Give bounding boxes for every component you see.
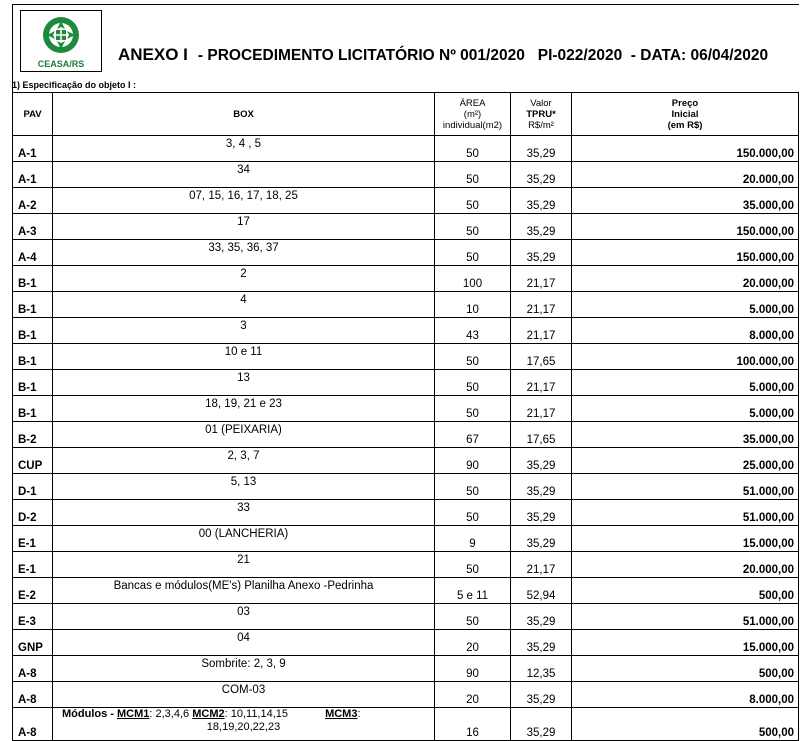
cell-preco: 35.000,00 — [572, 422, 799, 448]
cell-valor: 35,29 — [511, 240, 572, 266]
cell-preco: 51.000,00 — [572, 474, 799, 500]
col-preco-line3: (em R$) — [667, 119, 703, 131]
modulos-line1 — [56, 708, 431, 721]
cell-valor: 21,17 — [511, 396, 572, 422]
cell-valor: 17,65 — [511, 422, 572, 448]
cell-valor: 35,29 — [511, 630, 572, 656]
table-row — [13, 656, 799, 682]
table-row — [13, 604, 799, 630]
cell-preco: 8.000,00 — [572, 318, 799, 344]
cell-box: 07, 15, 16, 17, 18, 25 — [53, 188, 435, 214]
cell-preco: 150.000,00 — [572, 214, 799, 240]
cell-valor: 35,29 — [511, 136, 572, 162]
cell-pav: B-1 — [13, 344, 53, 370]
spec-label: 1) Especificação do objeto I : — [12, 80, 137, 90]
table-row — [13, 344, 799, 370]
cell-area: 50 — [435, 136, 511, 162]
cell-pav: D-1 — [13, 474, 53, 500]
cell-pav: B-1 — [13, 292, 53, 318]
cell-preco: 51.000,00 — [572, 604, 799, 630]
table-row-modulos — [13, 708, 799, 741]
cell-valor: 21,17 — [511, 318, 572, 344]
cell-box: 2 — [53, 266, 435, 292]
cell-pav: GNP — [13, 630, 53, 656]
cell-valor: 17,65 — [511, 344, 572, 370]
cell-area: 100 — [435, 266, 511, 292]
cell-valor: 35,29 — [511, 474, 572, 500]
col-valor — [511, 93, 572, 136]
cell-preco: 5.000,00 — [572, 292, 799, 318]
cell-box: 10 e 11 — [53, 344, 435, 370]
table-row — [13, 136, 799, 162]
cell-preco: 500,00 — [572, 578, 799, 604]
cell-valor: 35,29 — [511, 500, 572, 526]
cell-valor: 21,17 — [511, 266, 572, 292]
cell-preco: 20.000,00 — [572, 552, 799, 578]
col-preco-line2: Inicial — [671, 108, 699, 120]
table-header-row — [13, 93, 799, 136]
cell-pav: E-2 — [13, 578, 53, 604]
cell-box: 00 (LANCHERIA) — [53, 526, 435, 552]
mcm2-label: MCM2 — [192, 708, 225, 720]
cell-preco: 15.000,00 — [572, 526, 799, 552]
title-anexo: ANEXO I — [118, 45, 188, 64]
cell-valor: 35,29 — [511, 708, 572, 741]
logo-text: CEASA/RS — [37, 59, 85, 69]
cell-area: 90 — [435, 448, 511, 474]
cell-pav: A-2 — [13, 188, 53, 214]
table-row — [13, 318, 799, 344]
cell-pav: E-3 — [13, 604, 53, 630]
cell-box: 3 — [53, 318, 435, 344]
cell-box: 4 — [53, 292, 435, 318]
cell-area: 9 — [435, 526, 511, 552]
cell-area: 50 — [435, 370, 511, 396]
table-row — [13, 396, 799, 422]
cell-area: 50 — [435, 474, 511, 500]
cell-area: 90 — [435, 656, 511, 682]
col-preco — [572, 93, 799, 136]
cell-area: 10 — [435, 292, 511, 318]
cell-valor: 35,29 — [511, 604, 572, 630]
cell-area: 50 — [435, 240, 511, 266]
document-title — [118, 45, 768, 65]
table-row — [13, 630, 799, 656]
cell-valor: 35,29 — [511, 448, 572, 474]
cell-preco: 8.000,00 — [572, 682, 799, 708]
mcm1-values: : 2,3,4,6 — [149, 708, 190, 720]
cell-pav: E-1 — [13, 552, 53, 578]
cell-area: 43 — [435, 318, 511, 344]
cell-area: 50 — [435, 188, 511, 214]
table-body — [13, 136, 799, 741]
col-preco-line1: Preço — [671, 97, 699, 109]
cell-preco: 5.000,00 — [572, 370, 799, 396]
cell-pav: CUP — [13, 448, 53, 474]
table-row — [13, 552, 799, 578]
cell-valor: 12,35 — [511, 656, 572, 682]
cell-valor: 52,94 — [511, 578, 572, 604]
cell-area: 20 — [435, 630, 511, 656]
table-row — [13, 578, 799, 604]
col-area — [435, 93, 511, 136]
cell-area: 50 — [435, 500, 511, 526]
cell-box-modulos — [53, 708, 435, 741]
table-row — [13, 370, 799, 396]
cell-pav: B-2 — [13, 422, 53, 448]
cell-preco: 150.000,00 — [572, 136, 799, 162]
cell-area: 5 e 11 — [435, 578, 511, 604]
cell-pav: A-8 — [13, 708, 53, 741]
cell-preco: 20.000,00 — [572, 162, 799, 188]
cell-pav: A-8 — [13, 682, 53, 708]
cell-area: 50 — [435, 604, 511, 630]
cell-box: Bancas e módulos(ME's) Planilha Anexo -Pedrinha — [53, 578, 435, 604]
cell-box: 33 — [53, 500, 435, 526]
cell-preco: 20.000,00 — [572, 266, 799, 292]
cell-valor: 21,17 — [511, 552, 572, 578]
col-valor-line2: TPRU* — [526, 108, 556, 120]
cell-pav: B-1 — [13, 370, 53, 396]
mcm3-label: MCM3 — [325, 708, 358, 720]
cell-box: 2, 3, 7 — [53, 448, 435, 474]
cell-area: 16 — [435, 708, 511, 741]
cell-pav: A-4 — [13, 240, 53, 266]
cell-pav: B-1 — [13, 318, 53, 344]
table-row — [13, 240, 799, 266]
cell-preco: 5.000,00 — [572, 396, 799, 422]
col-box: BOX — [53, 93, 435, 136]
cell-valor: 35,29 — [511, 526, 572, 552]
cell-pav: E-1 — [13, 526, 53, 552]
cell-box: Sombrite: 2, 3, 9 — [53, 656, 435, 682]
cell-box: 34 — [53, 162, 435, 188]
cell-box: 01 (PEIXARIA) — [53, 422, 435, 448]
cell-preco: 500,00 — [572, 656, 799, 682]
cell-box: 21 — [53, 552, 435, 578]
table-row — [13, 162, 799, 188]
cell-valor: 21,17 — [511, 370, 572, 396]
cell-box: 18, 19, 21 e 23 — [53, 396, 435, 422]
ceasa-emblem-icon — [41, 15, 81, 55]
col-area-line1: ÁREA — [459, 97, 486, 109]
cell-box: 3, 4 , 5 — [53, 136, 435, 162]
table-row — [13, 266, 799, 292]
cell-box: 17 — [53, 214, 435, 240]
cell-pav: B-1 — [13, 266, 53, 292]
cell-preco: 150.000,00 — [572, 240, 799, 266]
cell-preco: 51.000,00 — [572, 500, 799, 526]
cell-pav: A-1 — [13, 136, 53, 162]
cell-box: 13 — [53, 370, 435, 396]
col-area-line2: (m²) — [463, 108, 482, 120]
table-row — [13, 214, 799, 240]
cell-area: 50 — [435, 214, 511, 240]
mcm2-values: : 10,11,14,15 — [224, 708, 289, 720]
cell-valor: 35,29 — [511, 682, 572, 708]
cell-valor: 21,17 — [511, 292, 572, 318]
pricing-table — [12, 92, 799, 741]
col-area-line3: individual(m2) — [442, 119, 503, 131]
cell-area: 67 — [435, 422, 511, 448]
col-pav: PAV — [13, 93, 53, 136]
cell-preco: 500,00 — [572, 708, 799, 741]
table-row — [13, 448, 799, 474]
modulos-label: Módulos - — [62, 708, 114, 720]
ceasa-logo — [20, 10, 102, 72]
table-row — [13, 474, 799, 500]
table-row — [13, 422, 799, 448]
col-valor-line1: Valor — [530, 97, 552, 109]
col-valor-line3: R$/m² — [528, 119, 554, 131]
table-row — [13, 526, 799, 552]
mcm1-label: MCM1 — [117, 708, 150, 720]
modulos-line2: 18,19,20,22,23 — [206, 721, 281, 733]
cell-preco: 100.000,00 — [572, 344, 799, 370]
cell-area: 50 — [435, 162, 511, 188]
table-row — [13, 188, 799, 214]
cell-box: 5, 13 — [53, 474, 435, 500]
cell-pav: B-1 — [13, 396, 53, 422]
cell-preco: 35.000,00 — [572, 188, 799, 214]
title-rest: - PROCEDIMENTO LICITATÓRIO Nº 001/2020 PI-022/2020 - DATA: 06/04/2020 — [197, 47, 769, 64]
cell-box: COM-03 — [53, 682, 435, 708]
cell-area: 20 — [435, 682, 511, 708]
cell-valor: 35,29 — [511, 214, 572, 240]
cell-pav: A-1 — [13, 162, 53, 188]
table-row — [13, 500, 799, 526]
cell-box: 04 — [53, 630, 435, 656]
table-row — [13, 292, 799, 318]
cell-preco: 15.000,00 — [572, 630, 799, 656]
cell-pav: A-8 — [13, 656, 53, 682]
cell-box: 33, 35, 36, 37 — [53, 240, 435, 266]
cell-valor: 35,29 — [511, 162, 572, 188]
cell-box: 03 — [53, 604, 435, 630]
cell-pav: D-2 — [13, 500, 53, 526]
cell-valor: 35,29 — [511, 188, 572, 214]
cell-area: 50 — [435, 552, 511, 578]
cell-pav: A-3 — [13, 214, 53, 240]
cell-preco: 25.000,00 — [572, 448, 799, 474]
mcm3-tail: : — [357, 708, 361, 720]
table-row — [13, 682, 799, 708]
cell-area: 50 — [435, 396, 511, 422]
cell-area: 50 — [435, 344, 511, 370]
